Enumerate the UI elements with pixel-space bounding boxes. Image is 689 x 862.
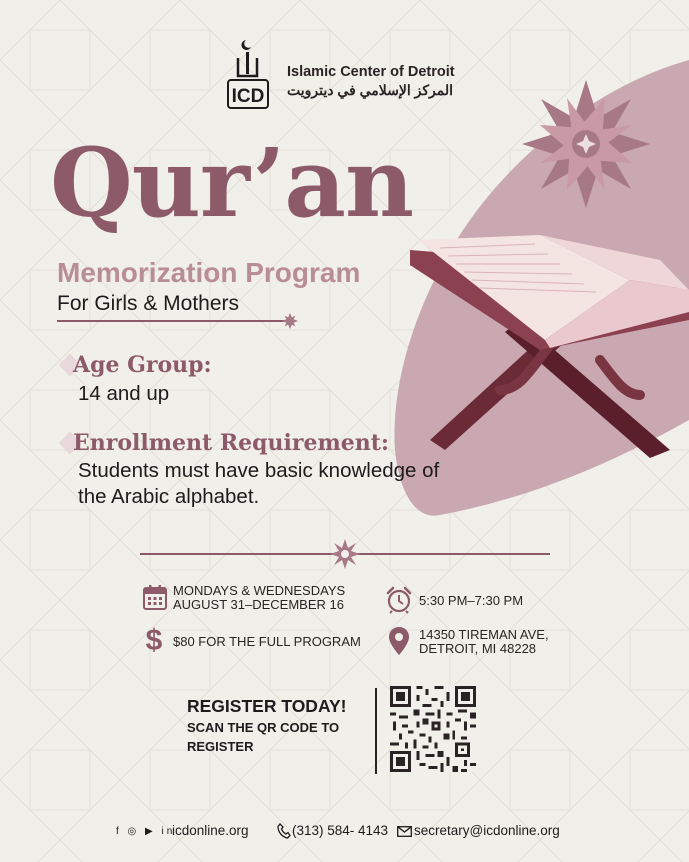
program-audience: For Girls & Mothers — [57, 292, 240, 315]
register-heading: REGISTER TODAY! — [187, 696, 347, 716]
email-address[interactable]: secretary@icdonline.org — [414, 823, 560, 838]
schedule-dates: AUGUST 31–DECEMBER 16 — [173, 597, 344, 612]
location-pin-icon — [388, 626, 410, 656]
dollar-icon: $ — [145, 624, 163, 657]
logo-text: ICD — [231, 86, 265, 107]
divider-line — [57, 320, 295, 322]
organization-name-english: Islamic Center of Detroit — [287, 64, 455, 80]
enrollment-heading: Enrollment Requirement: — [73, 430, 389, 456]
schedule-days: MONDAYS & WEDNESDAYS — [173, 583, 346, 598]
rosette-ornament — [520, 78, 652, 210]
schedule-time: 5:30 PM–7:30 PM — [419, 593, 524, 608]
email-icon — [397, 826, 412, 837]
alarm-clock-icon — [385, 586, 413, 614]
rosette-ornament — [329, 538, 361, 570]
qr-code[interactable] — [390, 686, 476, 772]
social-media-icons[interactable]: f ◎ ▶ in — [116, 826, 176, 837]
small-rosette-icon — [281, 312, 299, 330]
address-line-2: DETROIT, MI 48228 — [419, 641, 537, 656]
quran-stand-illustration — [400, 220, 689, 460]
icd-logo — [226, 36, 270, 112]
calendar-icon — [143, 584, 167, 610]
program-price: $80 FOR THE FULL PROGRAM — [173, 634, 361, 649]
register-instruction-line-2: REGISTER — [187, 739, 254, 754]
age-group-heading: Age Group: — [73, 352, 212, 378]
age-group-value: 14 and up — [78, 382, 170, 405]
phone-icon — [277, 823, 291, 839]
register-instruction-line-1: SCAN THE QR CODE TO — [187, 720, 340, 735]
vertical-divider — [375, 688, 377, 774]
address-line-1: 14350 TIREMAN AVE, — [419, 627, 549, 642]
website-link[interactable]: icdonline.org — [172, 823, 249, 838]
program-subtitle: Memorization Program — [57, 257, 361, 288]
organization-name-arabic: المركز الإسلامي في ديترويت — [287, 82, 454, 98]
enrollment-value: Students must have basic knowledge of the Arabic alphabet. — [78, 459, 440, 508]
phone-number[interactable]: (313) 584- 4143 — [292, 823, 389, 838]
page-title: Qur’an — [50, 128, 414, 239]
